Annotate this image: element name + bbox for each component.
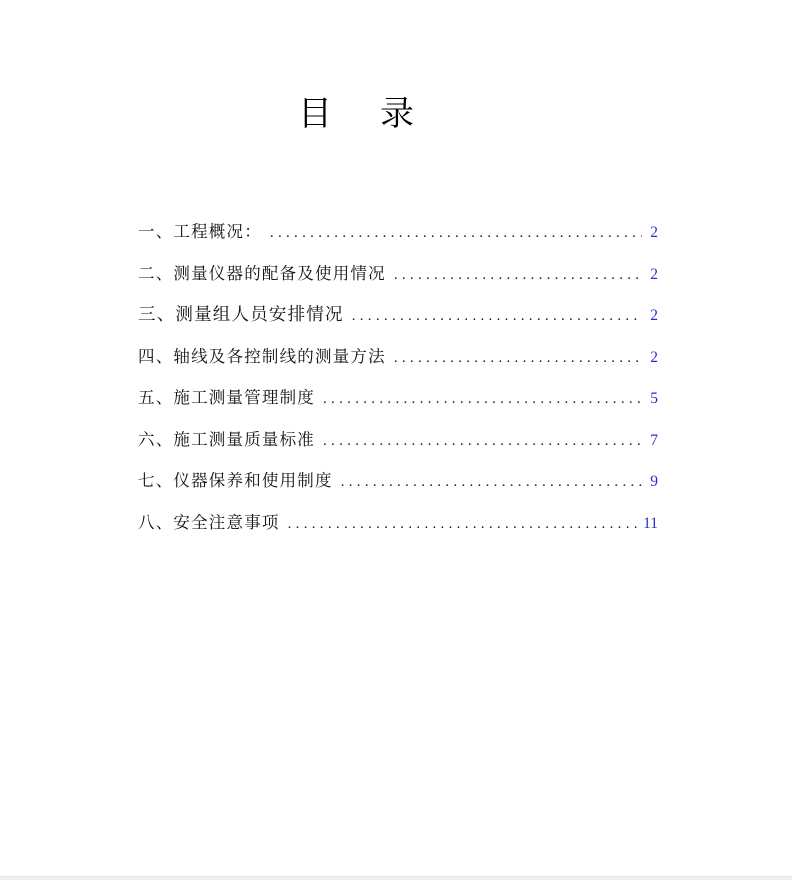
- dot-leader: [323, 391, 642, 408]
- dot-leader: [341, 474, 642, 491]
- toc-page-number[interactable]: 5: [650, 390, 658, 407]
- toc-page-number[interactable]: 11: [643, 514, 658, 532]
- toc-entry-label: 二、测量仪器的配备及使用情况: [138, 263, 386, 283]
- dot-leader: [270, 225, 642, 242]
- toc-entry-label: 三、测量组人员安排情况: [138, 305, 344, 325]
- toc-entry[interactable]: [138, 384, 658, 426]
- table-of-contents: [138, 218, 658, 550]
- toc-page-number[interactable]: 7: [650, 431, 658, 449]
- toc-entry[interactable]: [138, 426, 658, 468]
- toc-entry-label: 五、施工测量管理制度: [138, 388, 315, 407]
- toc-page-number[interactable]: 2: [650, 348, 658, 366]
- toc-entry-label: 六、施工测量质量标准: [138, 429, 315, 449]
- toc-entry-label: 一、工程概况：: [138, 222, 262, 241]
- toc-entry-label: 八、安全注意事项: [138, 512, 280, 532]
- toc-page-number[interactable]: 2: [650, 307, 658, 324]
- toc-entry[interactable]: [138, 343, 658, 385]
- dot-leader: [288, 516, 637, 533]
- dot-leader: [352, 308, 642, 325]
- dot-leader: [394, 267, 642, 284]
- toc-entry[interactable]: [138, 260, 658, 302]
- toc-entry[interactable]: [138, 509, 658, 551]
- toc-entry[interactable]: [138, 467, 658, 509]
- dot-leader: [394, 350, 642, 367]
- toc-page-number[interactable]: 9: [650, 473, 658, 490]
- toc-entry[interactable]: [138, 301, 658, 343]
- page-bottom-divider: [0, 876, 792, 880]
- toc-entry-label: 四、轴线及各控制线的测量方法: [138, 346, 386, 366]
- dot-leader: [323, 433, 642, 450]
- toc-entry-label: 七、仪器保养和使用制度: [138, 471, 333, 490]
- page-title: 目录: [298, 94, 462, 134]
- toc-entry[interactable]: [138, 218, 658, 260]
- toc-page-number[interactable]: 2: [650, 224, 658, 241]
- toc-page-number[interactable]: 2: [650, 265, 658, 283]
